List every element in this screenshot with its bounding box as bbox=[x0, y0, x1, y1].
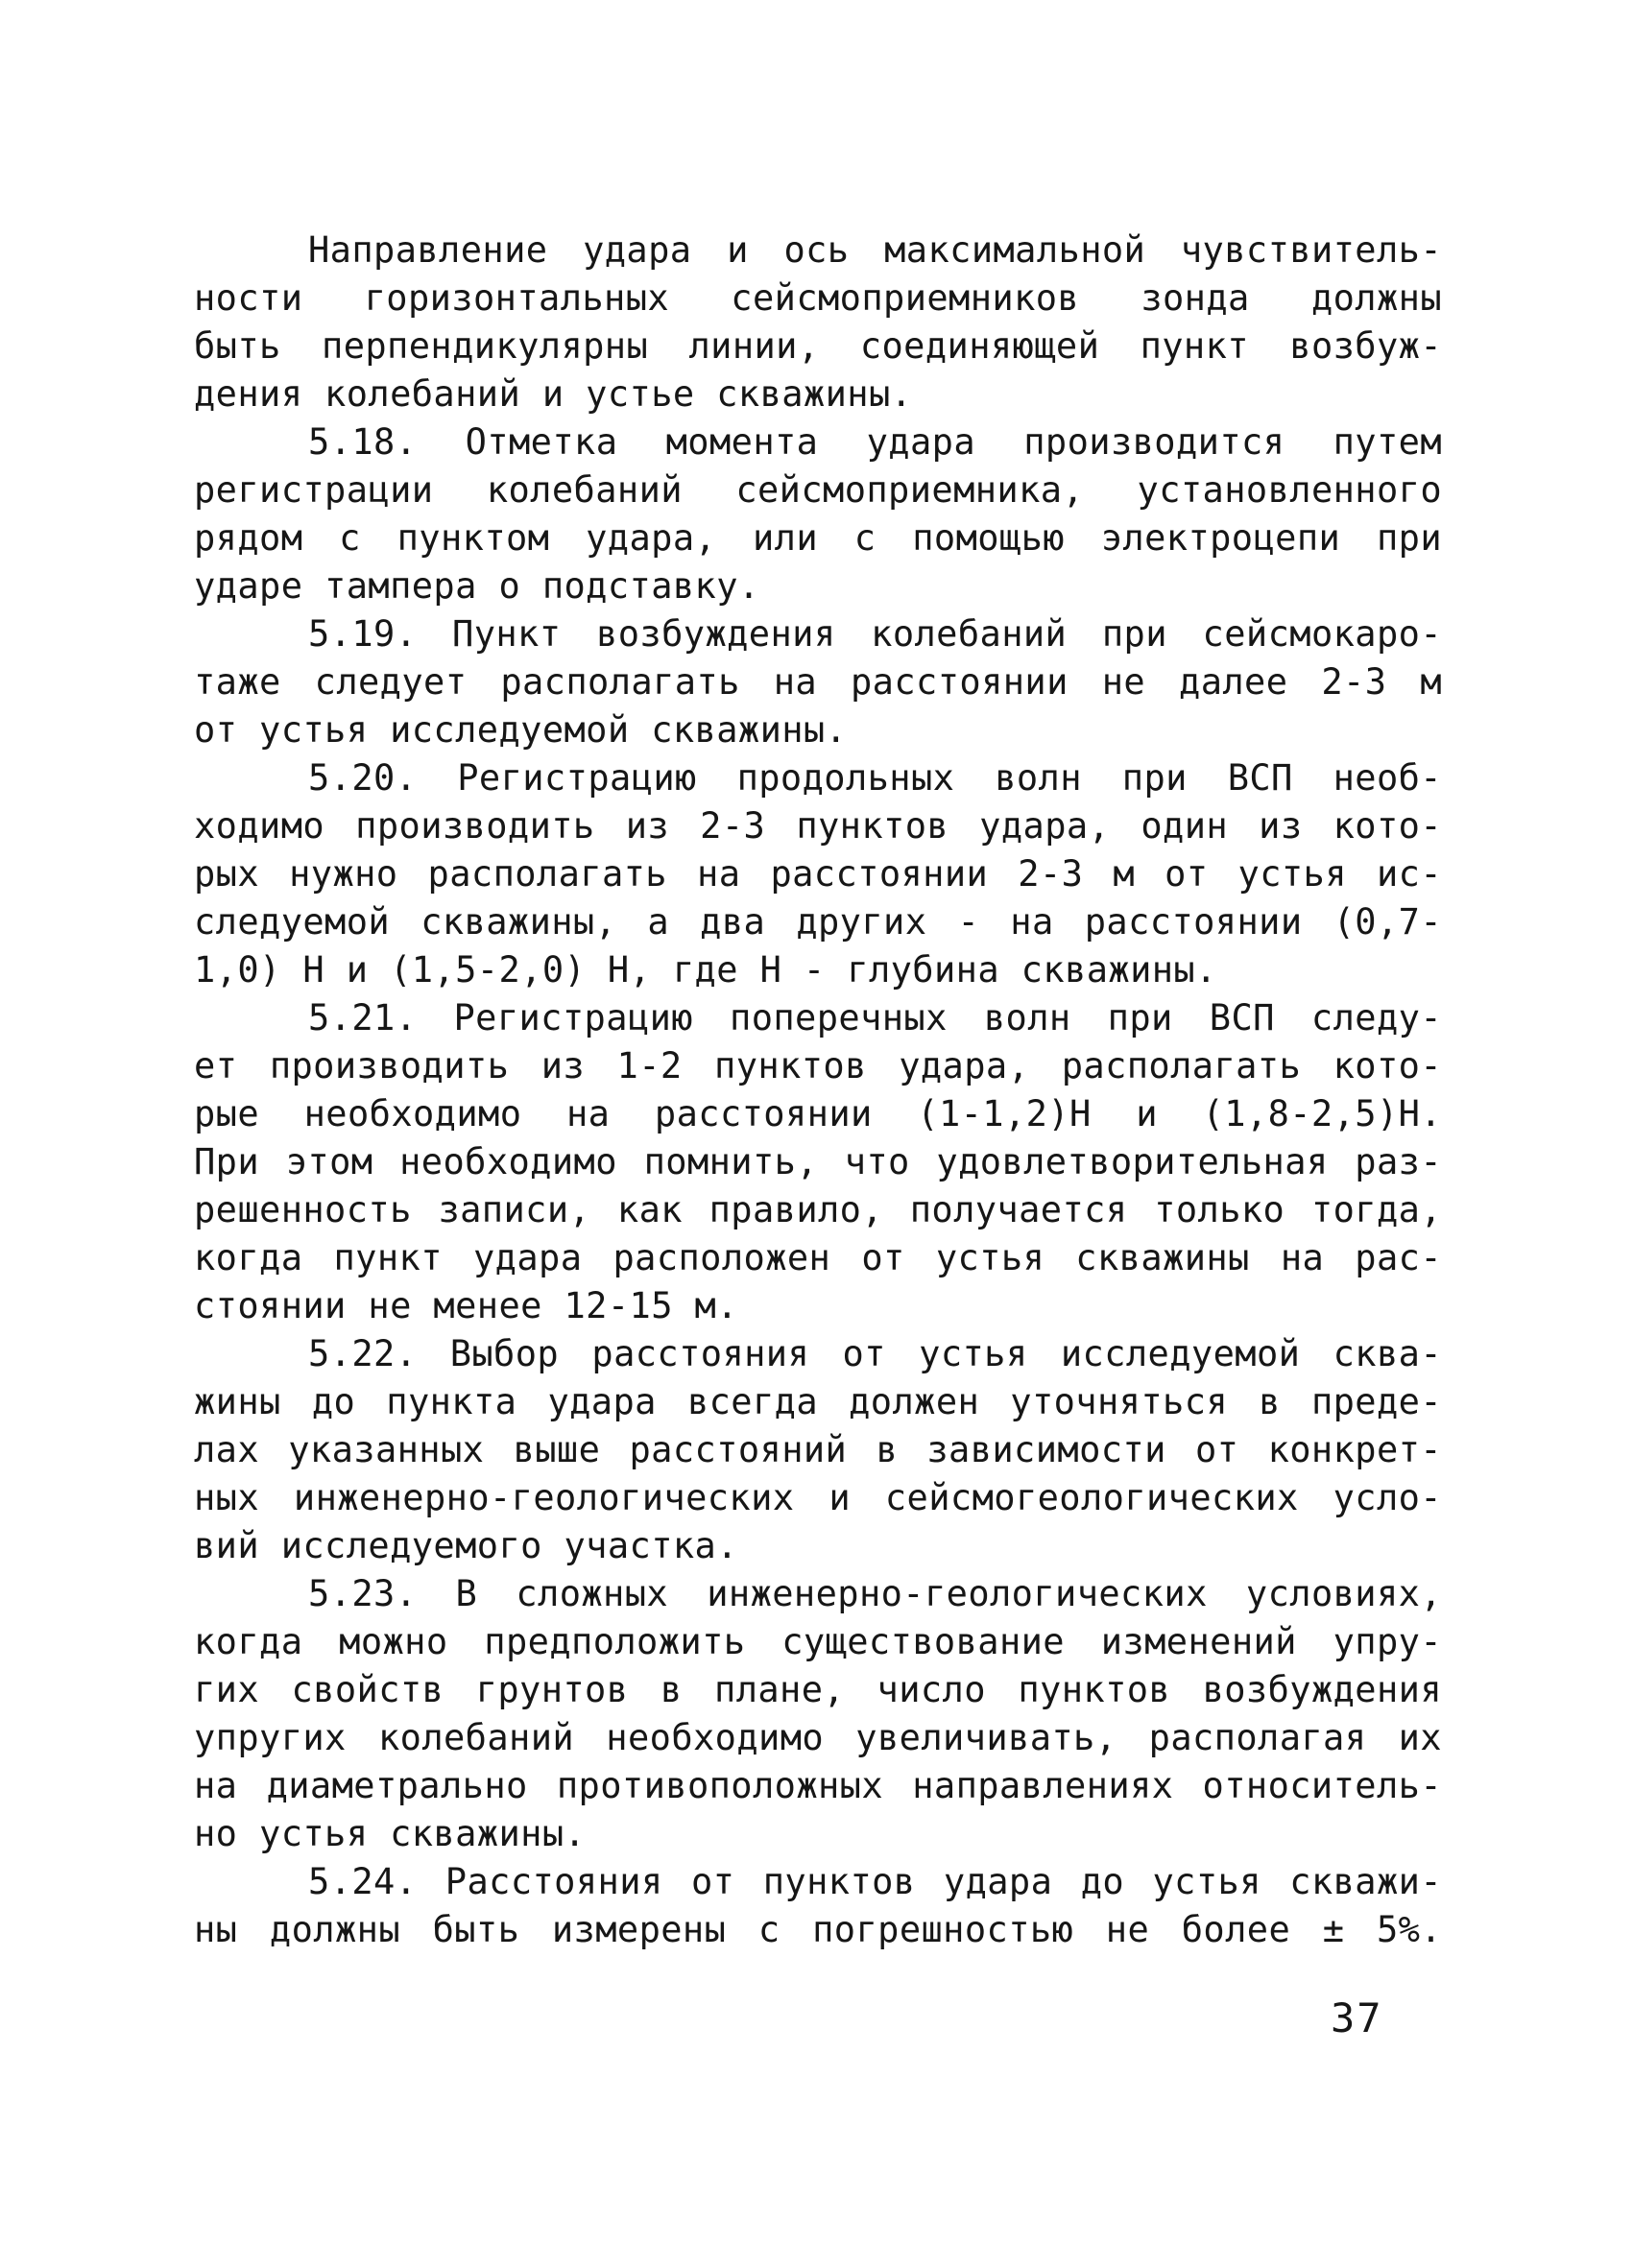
text-line: таже следует располагать на расстоянии не далее 2-3 м bbox=[194, 661, 1442, 703]
text-line: стоянии не менее 12-15 м. bbox=[194, 1285, 738, 1326]
text-line: решенность записи, как правило, получается только тогда, bbox=[194, 1189, 1442, 1230]
page-number: 37 bbox=[1331, 1994, 1383, 2041]
text-line: ходимо производить из 2-3 пунктов удара, один из кото- bbox=[194, 805, 1442, 847]
text-line: ударе тампера о подставку. bbox=[194, 565, 760, 607]
text-line: регистрации колебаний сейсмоприемника, установленного bbox=[194, 469, 1442, 511]
text-line: Направление удара и ось максимальной чувствитель- bbox=[308, 229, 1442, 271]
text-line: на диаметрально противоположных направлениях относитель- bbox=[194, 1765, 1442, 1806]
text-line: лах указанных выше расстояний в зависимости от конкрет- bbox=[194, 1429, 1442, 1470]
text-line: 1,0) Н и (1,5-2,0) Н, где Н - глубина скважины. bbox=[194, 949, 1217, 991]
text-line: когда пункт удара расположен от устья скважины на рас- bbox=[194, 1237, 1442, 1278]
text-line: дения колебаний и устье скважины. bbox=[194, 373, 913, 415]
text-line: когда можно предположить существование изменений упру- bbox=[194, 1621, 1442, 1662]
text-line: ет производить из 1-2 пунктов удара, располагать кото- bbox=[194, 1045, 1442, 1086]
text-line: 5.21. Регистрацию поперечных волн при ВСП следу- bbox=[308, 997, 1442, 1039]
text-line: 5.22. Выбор расстояния от устья исследуемой сква- bbox=[308, 1333, 1442, 1374]
text-line: вий исследуемого участка. bbox=[194, 1525, 738, 1566]
text-line: следуемой скважины, а два других - на расстоянии (0,7- bbox=[194, 901, 1442, 943]
text-line: быть перпендикулярны линии, соединяющей пункт возбуж- bbox=[194, 325, 1442, 367]
text-line: жины до пункта удара всегда должен уточняться в преде- bbox=[194, 1381, 1442, 1422]
text-line: 5.19. Пункт возбуждения колебаний при сейсмокаро- bbox=[308, 613, 1442, 655]
text-line: При этом необходимо помнить, что удовлетворительная раз- bbox=[194, 1141, 1442, 1182]
text-line: ны должны быть измерены с погрешностью не более ± 5%. bbox=[194, 1909, 1442, 1950]
text-line: ных инженерно-геологических и сейсмогеологических усло- bbox=[194, 1477, 1442, 1518]
text-line: рые необходимо на расстоянии (1-1,2)Н и (1,8-2,5)Н. bbox=[194, 1093, 1442, 1134]
text-line: рых нужно располагать на расстоянии 2-3 м от устья ис- bbox=[194, 853, 1442, 895]
text-line: ности горизонтальных сейсмоприемников зонда должны bbox=[194, 277, 1442, 319]
text-line: но устья скважины. bbox=[194, 1813, 587, 1854]
text-line: рядом с пунктом удара, или с помощью электроцепи при bbox=[194, 517, 1442, 559]
text-line: от устья исследуемой скважины. bbox=[194, 709, 848, 751]
text-line: 5.20. Регистрацию продольных волн при ВСП необ- bbox=[308, 757, 1442, 799]
text-line: 5.18. Отметка момента удара производится путем bbox=[308, 421, 1442, 463]
text-line: 5.23. В сложных инженерно-геологических условиях, bbox=[308, 1573, 1442, 1614]
text-line: гих свойств грунтов в плане, число пунктов возбуждения bbox=[194, 1669, 1442, 1710]
text-line: упругих колебаний необходимо увеличивать, располагая их bbox=[194, 1717, 1442, 1758]
text-line: 5.24. Расстояния от пунктов удара до устья скважи- bbox=[308, 1861, 1442, 1902]
body-text bbox=[194, 227, 1442, 1954]
